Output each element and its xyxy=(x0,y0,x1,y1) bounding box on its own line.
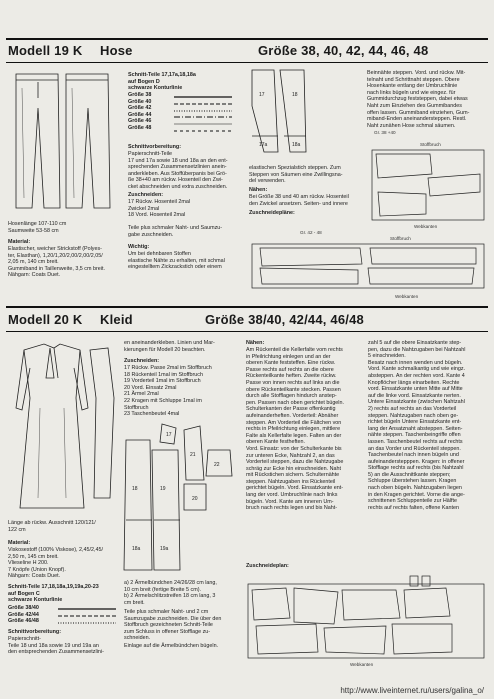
m20-cut-head: Zuschneiden: xyxy=(124,358,160,364)
svg-text:17: 17 xyxy=(166,432,172,438)
m19-measures: Hosenlänge 107-110 cm Saumweite 53-58 cm xyxy=(8,221,67,234)
modell-19-type: Hose xyxy=(100,43,133,58)
size-item: Größe 42/44 xyxy=(8,611,39,618)
size-item: Größe 40 xyxy=(128,98,152,105)
m19-cut: 17 Rückw. Hosenteil 2mal Zwickel 2mal 18 Vord. Hosenteil 2mal xyxy=(128,199,191,219)
source-url[interactable]: http://www.liveinternet.ru/users/galina_o/ xyxy=(340,686,484,695)
title-underline-2 xyxy=(6,331,488,332)
size-contour-legend xyxy=(172,94,236,134)
m20-pattern-pieces xyxy=(122,420,238,576)
svg-text:19a: 19a xyxy=(160,546,169,552)
m19-prep: Papierschnitt-Teile 17 und 17a sowie 18 und 18a an den ent- sprechenden Zusammensetzlinien anein- anderkleben. Aus Stoffüberpanis bei Grö- ße 38+40 am rückw. Hosenteil den Zwi- cket abschneiden und extra zuschneiden. xyxy=(128,151,228,190)
m19-naehen: Bei Größe 38 und 40 am rückw. Hosenteil den Zwickel ansetzen. Seiten- und innere xyxy=(249,194,349,207)
gr-38-40-label: Gr. 38 +40 xyxy=(374,130,396,135)
stoffbruch-label-2: Stoffbruch xyxy=(390,236,411,241)
m19-cut-head: Zuschneiden: xyxy=(128,192,164,198)
size-contour-legend-2 xyxy=(56,607,118,627)
modell-20-title: Modell 20 K xyxy=(8,312,83,327)
webkanten-label-2: Webkanten xyxy=(395,294,419,299)
svg-text:18a: 18a xyxy=(132,546,141,552)
m19-naehen-head: Nähen: xyxy=(249,187,268,193)
svg-text:19: 19 xyxy=(160,486,166,492)
m19-cut-extra: Teile plus schmaler Naht- und Saumzu- gabe zuschneiden. xyxy=(128,225,223,238)
modell-20-sizes: Größe 38/40, 42/44, 46/48 xyxy=(205,312,364,327)
size-item: Größe 42 xyxy=(128,105,152,112)
gr-42-48-label: Gr. 42 - 48 xyxy=(300,230,322,235)
m19-wichtig-head: Wichtig: xyxy=(128,244,150,250)
m19-size-list xyxy=(128,92,151,132)
svg-text:20: 20 xyxy=(192,496,198,502)
m20-size-list xyxy=(8,605,39,625)
m20-naehen-head: Nähen: xyxy=(246,340,265,346)
m20-measures: Länge ab rückw. Ausschnitt 120/121/ 122 cm xyxy=(8,520,96,533)
size-item: Größe 38 xyxy=(128,92,152,98)
title-underline xyxy=(6,62,488,63)
size-item: Größe 48 xyxy=(128,124,152,131)
size-item: Größe 38/40 xyxy=(8,605,39,611)
m20-cut: 17 Rückw. Passe 2mal im Stoffbruch 18 Rückenteil 1mal im Stoffbruch 19 Vorderteil 1mal im Stoffbruch 20 Vord. Einsatz 2mal 21 Ärmel 2mal 22 Kragen mit Schluppe 1mal im Stoffbruch 23 Taschenbeutel 4mal xyxy=(124,365,212,418)
dress-drawing xyxy=(10,338,118,516)
m19-parts-head: Schnitt-Teile 17,17a,18,18a auf Bogen D schwarze Konturlinie xyxy=(128,72,196,92)
m19-material-head: Material: xyxy=(8,239,31,245)
svg-text:17: 17 xyxy=(259,92,265,98)
m20-col2-top: en aneinanderkleben. Linien und Mar- kierungen für Modell 20 beachten. xyxy=(124,340,215,353)
cutting-layout-42-48 xyxy=(250,242,486,292)
m20-prep: Papierschnitt- Teile 18 und 18a sowie 19 und 19a an den entsprechenden Zusammensetzlini- xyxy=(8,636,104,656)
svg-text:22: 22 xyxy=(214,462,220,468)
m20-cut2: a) 2 Ärmelbündchen 24/26/28 cm lang, 10 cm breit (fertige Breite 5 cm). b) 2 Ärmelschlitzstreifen 18 cm lang, 3 cm breit. xyxy=(124,580,217,606)
svg-text:18: 18 xyxy=(292,92,298,98)
m19-prep-head: Schnittvorbereitung: xyxy=(128,144,182,150)
stoffbruch-label-1: Stoffbruch xyxy=(420,142,441,147)
m20-prep-head: Schnittvorbereitung: xyxy=(8,629,62,635)
m20-col4: zahl 5 auf die obere Einsatzkante step- pen, dazu die Nahtzugaben bei Nahtzahl 5 einschneiden. Besatz nach innen wenden und bügeln. Vord. Kante schmalkantig und wie eingz. absteppen. An der rechten vord. Kante 4 Knopflöcher längs einarbeiten. Rechte vord. Einsatzkante unten Mitte auf Mitte auf die linke vord. Einsatzkante nerten. Untere Einsatzkante (zwischen Nahtzahl 2) rechts auf rechts an das Vorderteil steppen. Nahtzugaben nach oben ge- richtet bügeln Untere Einsatzkante ent- lang der Ansatznaht absteppen. Seiten- nähte steppen. Taschenbeingriffe offen lassen. Taschenbeutel rechts auf rechts an das Vorder und Rückenteil steppen. Taschenbeutel nach innen bügeln und aufeinanderstepppen. Kragen: in offener Stofflage rechts auf rechts (bis Nahtzahl 5) an die Ausschnittkante steppen; Schluppe überstehen lassen. Kragen nach oben bügeln. Nahtzugaben liegen in den Kragen gerichtet. Vorne die ange- schnittenen Schluppenteile zur Hälfte rechts auf rechts falten, offene Kanten xyxy=(368,340,466,511)
modell-19-sizes: Größe 38, 40, 42, 44, 46, 48 xyxy=(258,43,429,58)
trousers-drawing xyxy=(8,68,116,218)
m19-col4: Beinnähte steppen. Vord. und rückw. Mit- telnaht und Schrittnaht steppen. Obere Hosenkante entlang der Umbruchlinie nach links bügeln und wie eingez. für Gummidurchzug feststeppen, dabei etwas Naht zum Einziehen des Gummibandes offen lassen. Gummiband einziehen, Gum- miband-Enden aneinandersteppen. Restl. Naht zunähen Hose schmal säumen. xyxy=(367,70,470,129)
m20-cutting-layout xyxy=(246,572,486,672)
m19-plan-head: Zuschneidepläne: xyxy=(249,210,295,216)
modell-20-type: Kleid xyxy=(100,312,133,327)
webkanten-label-3: Webkanten xyxy=(350,662,374,667)
m19-pattern-pieces xyxy=(248,66,310,158)
svg-text:18a: 18a xyxy=(292,142,301,148)
cutting-layout-38-40 xyxy=(370,148,486,222)
webkanten-label-1: Webkanten xyxy=(414,224,438,229)
m19-material: Elastischer, weicher Strickstoff (Polyes- ter, Elasthan), 1,20/1,20/2,00/2,00/2,05/ 2,05 m, 140 cm breit. Gummiband in Taillenweite, 3,5 cm breit. Nähgarn: Coats Duet. xyxy=(8,246,105,279)
section-rule xyxy=(6,306,488,308)
m20-plan-head: Zuschneideplan: xyxy=(246,563,289,569)
svg-text:17a: 17a xyxy=(259,142,268,148)
size-item: Größe 44 xyxy=(128,111,152,118)
m20-material-head: Material: xyxy=(8,540,31,546)
m20-einlage: Einlage auf die Ärmelbündchen bügeln. xyxy=(124,643,219,649)
m20-cut3: Teile plus schmaler Naht- und 2 cm Saumzugabe zuschneiden. Die über den Stoffbruch gezeichneten Schnitt-Teile zum Schluss in offener Stofflage zu- schneiden. xyxy=(124,609,222,642)
size-item: Größe 46 xyxy=(128,118,152,125)
modell-19-title: Modell 19 K xyxy=(8,43,83,58)
m20-parts-head: Schnitt-Teile 17,18,18a,19,19a,20-23 auf Bogen C schwarze Konturlinie xyxy=(8,584,99,604)
top-rule xyxy=(6,38,488,40)
m20-col3: Am Rückenteil die Kellerfalte vom rechts in Pfeilrichtung einlegen und an der oberen Kante feststeffen. Eine rückw. Passe rechts auf rechts an die obere Rückenteilkante heften. Zweite rückw. Passe von innen rechts auf links an die obere Rückenteilkante stecken. Passen durch alle Stofflagen hindurch anstep- pen. Passen nach oben gerichtet bügeln. Schulterkanten der Passe offenkantig aufeinanderheften. Vorderteil: Abnäher steppen. Am Vorderteil die Fältchen von rechts in Pfeilrichtung einlegen, mittlere Falte als Kellerfalte legen. Falten an der oberen Kante festheften. Vord. Einsatz: von der Schulterkante bis zur unteren Ecke, Nahtzahl 2, an das Vorderteil steppen, dazu die Nahtzugabe schräg zur Ecke hin einschneiden. Naht mit Rückstichen sichern. Schulternähte steppen. Nahtzugaben ins Rückenteil gerichtet bügeln. Vord. Einsatzkante ent- lang der vord. Umbruchlinie nach links bügeln. Vord. Kante am inneren Um- bruch nach rechts legen und bis Naht- xyxy=(246,347,345,512)
m19-wichtig: Um bei dehnbaren Stoffen elastische Nähte zu erhalten, mit schmal eingestelltem Zickzackstich oder einem xyxy=(128,251,225,271)
m20-material: Viskosestoff (100% Viskose), 2,45/2,45/ 2,50 m, 145 cm breit. Vlieseline H 200. 7 Knöpfe (Union Knopf). Nähgarn: Coats Duet. xyxy=(8,547,103,580)
svg-text:18: 18 xyxy=(132,486,138,492)
size-item: Größe 46/48 xyxy=(8,618,39,625)
m19-col3: elastischen Spezialstich steppen. Zum Steppen von Säumen eine Zwillingsna- del verwenden. xyxy=(249,165,343,185)
svg-text:21: 21 xyxy=(190,452,196,458)
